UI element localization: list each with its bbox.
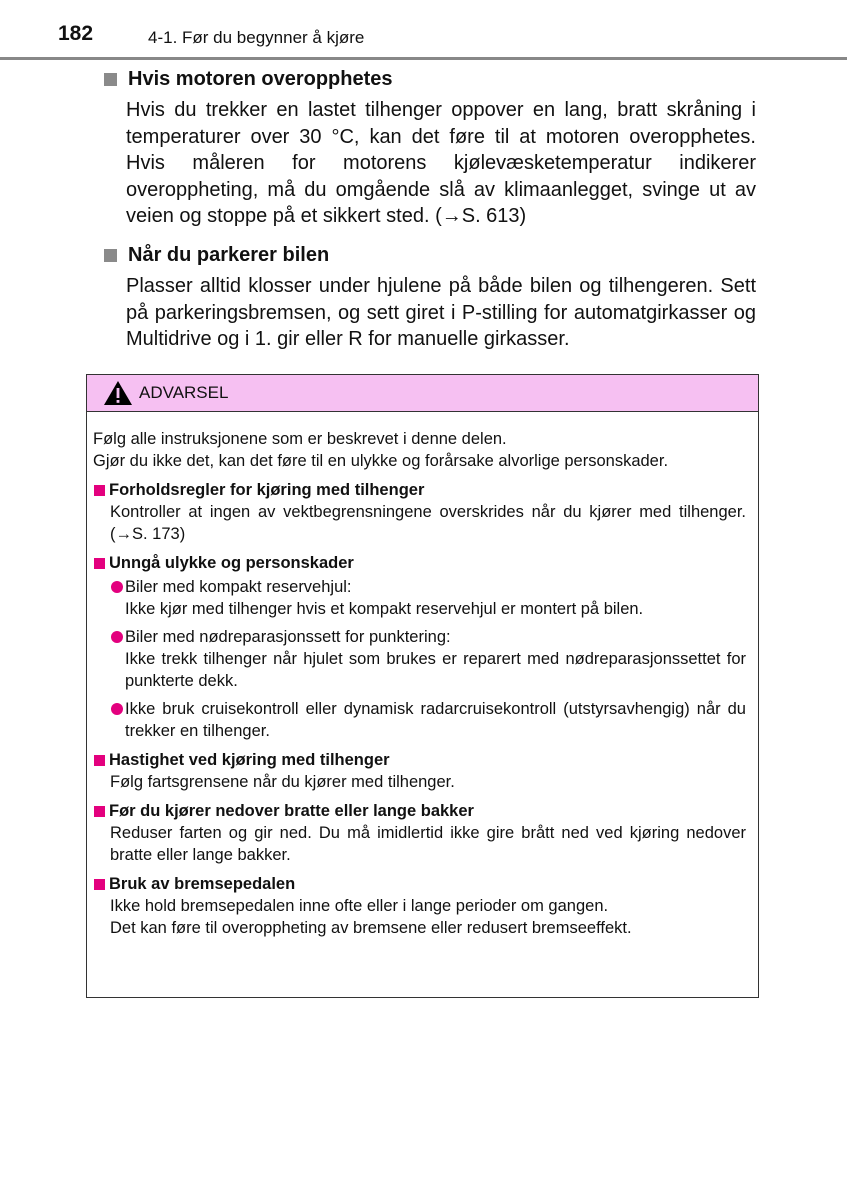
warning-item-title: Bruk av bremsepedalen [109,875,296,893]
header-divider [0,57,847,60]
list-item [111,698,746,742]
section-parking [102,244,762,353]
section-title: Når du parkerer bilen [128,244,330,266]
list-item [111,576,746,620]
warning-item-heading [93,552,746,574]
warning-triangle-icon [103,380,133,406]
magenta-square-icon [94,485,105,496]
list-item [111,626,746,692]
warning-item-title: Unngå ulykke og personskader [109,554,354,572]
section-body: Plasser alltid klosser under hjulene på både bilen og tilhengeren. Sett på parkeringsbremsen, og sett giret i P-stilling for automatgirkasser og Multidrive og i 1. gir eller R for manuelle girkasser. [126,275,756,351]
warning-item-heading [93,749,746,771]
warning-header [87,375,758,412]
warning-item-text: Reduser farten og gir ned. Du må imidlertid ikke gire brått ned ved kjøring nedover bratte eller lange bakker. [110,824,746,864]
bullet-text: Ikke bruk cruisekontroll eller dynamisk radarcruisekontroll (utstyrsavhengig) når du trekker en tilhenger. [125,700,746,740]
warning-box [86,374,759,998]
warning-item-heading [93,800,746,822]
warning-item-text: Ikke hold bremsepedalen inne ofte eller i lange perioder om gangen. Det kan føre til overoppheting av bremsene eller redusert bremseeffekt. [110,897,632,937]
page-number: 182 [58,22,94,45]
section-title: Hvis motoren overopphetes [128,68,393,90]
warning-intro: Følg alle instruksjonene som er beskrevet i denne delen. Gjør du ikke det, kan det føre til en ulykke og forårsake alvorlige personskader. [93,430,669,470]
section-heading [102,68,762,91]
magenta-dot-icon [111,631,123,643]
warning-content [87,412,758,939]
warning-item-title: Før du kjører nedover bratte eller lange bakker [109,802,474,820]
warning-label: ADVARSEL [139,383,229,402]
bullet-text: Biler med nødreparasjonssett for punktering: Ikke trekk tilhenger når hjulet som brukes er reparert med nødreparasjonssettet for punkterte dekk. [125,628,746,690]
warning-item-title: Forholdsregler for kjøring med tilhenger [109,481,425,499]
magenta-square-icon [94,755,105,766]
magenta-square-icon [94,806,105,817]
square-bullet-icon [104,73,117,86]
bullet-text: Biler med kompakt reservehjul: Ikke kjør med tilhenger hvis et kompakt reservehjul er montert på bilen. [125,578,644,618]
section-heading [102,244,762,267]
warning-item-heading [93,873,746,895]
magenta-dot-icon [111,581,123,593]
magenta-dot-icon [111,703,123,715]
warning-item-title: Hastighet ved kjøring med tilhenger [109,751,390,769]
magenta-square-icon [94,879,105,890]
section-overheating [102,68,762,230]
warning-item-heading [93,479,746,501]
warning-item-text: Følg fartsgrensene når du kjører med tilhenger. [110,773,455,791]
square-bullet-icon [104,249,117,262]
chapter-title: 4-1. Før du begynner å kjøre [148,28,365,47]
section-body: Hvis du trekker en lastet tilhenger oppover en lang, bratt skråning i temperaturer over 30 °C, kan det føre til at motoren overopphetes. Hvis måleren for motorens kjølevæsketemperatur indikerer overoppheting, må du omgående slå av klimaanlegget, svinge ut av veien og stoppe på et sikkert sted. (→S. 613) [126,99,756,228]
magenta-square-icon [94,558,105,569]
warning-item-text: Kontroller at ingen av vektbegrensningene overskrides når du kjører med tilhenger. (→S. 173) [110,503,746,543]
